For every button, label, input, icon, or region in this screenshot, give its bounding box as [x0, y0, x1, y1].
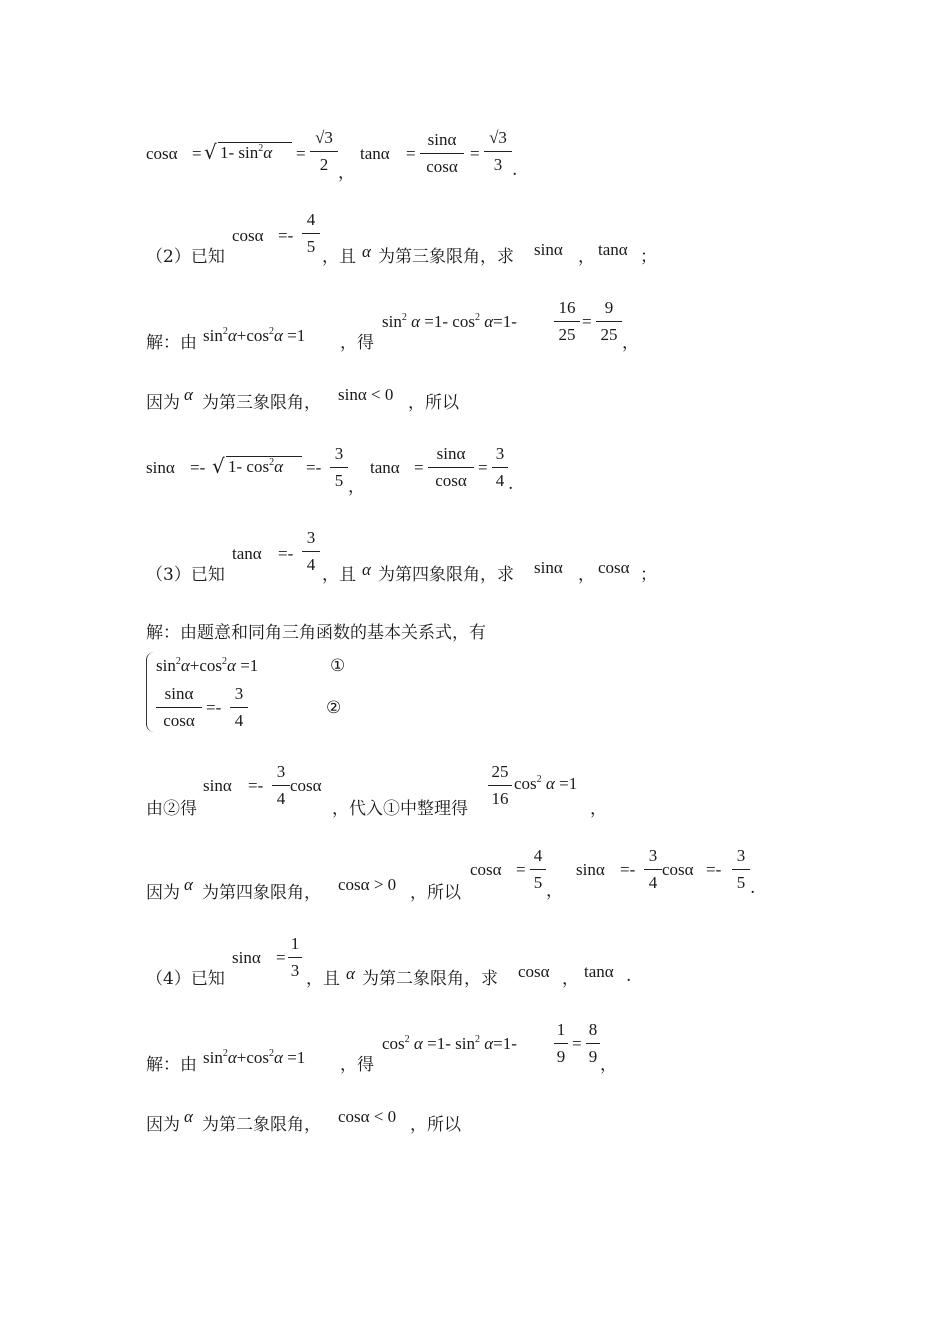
math-eq: =: [192, 144, 202, 163]
math-eq-neg: =-: [278, 226, 294, 245]
comma: ，: [546, 881, 563, 901]
math-eq-neg2: =-: [306, 458, 322, 477]
math-alpha: α: [184, 385, 193, 404]
frac-3-over-4: 3 4: [272, 762, 290, 809]
solution-lead: 解：由: [146, 333, 197, 353]
solution-lead: 解：由: [146, 1055, 197, 1075]
frac-4-over-5: 4 5: [530, 846, 546, 893]
frac-1-over-3: 1 3: [288, 934, 302, 981]
math-identity: $\sin^2\alpha+\cos^2\alpha =1$: [203, 326, 306, 345]
sqrt-icon: √: [204, 140, 217, 164]
circled-1: ①: [330, 656, 346, 676]
part-4-label: （4）已知: [146, 969, 225, 989]
text-substitute: ，代入①中整理得: [332, 799, 468, 819]
math-cos-gt-zero: cosα > 0: [338, 875, 397, 894]
comma: ，: [622, 333, 639, 353]
comma: ，: [348, 477, 365, 497]
text-second-quadrant: 为第二象限角，求: [362, 969, 498, 989]
frac-sin-over-cos: sinα cosα: [156, 684, 202, 731]
text-and: ，且: [322, 565, 356, 585]
text-because: 因为: [146, 1115, 180, 1135]
system-eq-1: $\sin^2\alpha+\cos^2\alpha =1$: [156, 656, 259, 675]
math-sin-alpha: sinα: [576, 860, 605, 879]
math-cos-alpha: cosα: [662, 860, 694, 879]
math-tan-alpha: tanα: [370, 458, 400, 477]
comma: ，: [338, 163, 355, 183]
text-from-2: 由②得: [146, 799, 197, 819]
math-eq-neg2: =-: [706, 860, 722, 879]
text-and: ，且: [306, 969, 340, 989]
math-cos-alpha: cosα: [232, 226, 264, 245]
period: .: [512, 160, 518, 180]
frac-3-over-4: 3 4: [302, 528, 320, 575]
math-tan-alpha: tanα: [598, 240, 628, 259]
frac-sqrt3-over-3: √3 3: [484, 128, 512, 175]
math-eq: =: [572, 1034, 582, 1053]
math-cos-alpha: cosα: [290, 776, 322, 795]
math-sin-alpha: sinα: [534, 240, 563, 259]
frac-3-over-4: 3 4: [492, 444, 508, 491]
math-eq3: =: [406, 144, 416, 163]
sqrt-body: 1- $\sin^2\alpha$: [218, 142, 292, 166]
text-de: ，得: [340, 333, 374, 353]
comma: ，: [590, 799, 607, 819]
part-3-solution-lead: 解：由题意和同角三角函数的基本关系式，有: [146, 623, 486, 643]
comma: ，: [578, 565, 595, 585]
frac-25-over-16: 25 16: [488, 762, 512, 809]
math-cos-lt-zero: cosα < 0: [338, 1107, 397, 1126]
sqrt-icon: √: [212, 454, 225, 478]
math-sin-alpha: sinα: [146, 458, 175, 477]
math-tan-alpha: tanα: [584, 962, 614, 981]
frac-sin-over-cos: sinα cosα: [420, 130, 464, 177]
math-eq-neg: =-: [206, 698, 222, 717]
text-de: ，得: [340, 1055, 374, 1075]
text-because: 因为: [146, 883, 180, 903]
text-and: ，且: [322, 247, 356, 267]
math-eq-neg: =-: [278, 544, 294, 563]
math-alpha: α: [362, 560, 371, 579]
frac-16-over-25: 16 25: [554, 298, 580, 345]
math-sin-alpha: sinα: [232, 948, 261, 967]
frac-1-over-9: 1 9: [554, 1020, 568, 1067]
sqrt-body: 1- $\cos^2\alpha$: [226, 456, 302, 480]
math-eq2: =: [296, 144, 306, 163]
text-fourth-quadrant: 为第四象限角，: [202, 883, 321, 903]
semicolon: ；: [640, 247, 657, 267]
frac-3-over-5: 3 5: [330, 444, 348, 491]
math-eq: =: [582, 312, 592, 331]
math-eq-neg: =-: [620, 860, 636, 879]
period: .: [626, 966, 632, 986]
text-fourth-quadrant: 为第四象限角，求: [378, 565, 514, 585]
frac-4-over-5: 4 5: [302, 210, 320, 257]
math-alpha: α: [362, 242, 371, 261]
math-sin-alpha: sinα: [203, 776, 232, 795]
comma: ，: [578, 247, 595, 267]
math-eq-neg: =-: [248, 776, 264, 795]
math-eq4: =: [470, 144, 480, 163]
frac-3-over-4: 3 4: [644, 846, 662, 893]
math-cos-alpha: cosα: [598, 558, 630, 577]
part-3-label: （3）已知: [146, 565, 225, 585]
math-eq: =: [414, 458, 424, 477]
comma: ，: [562, 969, 579, 989]
frac-sqrt3-over-2: √3 2: [310, 128, 338, 175]
math-tan-alpha: tanα: [232, 544, 262, 563]
math-eq: =: [516, 860, 526, 879]
math-identity: $\sin^2\alpha+\cos^2\alpha =1$: [203, 1048, 306, 1067]
brace: [146, 652, 155, 732]
circled-2: ②: [326, 698, 342, 718]
comma: ，: [600, 1055, 617, 1075]
math-alpha: α: [184, 1107, 193, 1126]
frac-sin-over-cos: sinα cosα: [428, 444, 474, 491]
period: .: [508, 474, 514, 494]
math-sin-alpha: sinα: [534, 558, 563, 577]
math-eq-neg: =-: [190, 458, 206, 477]
math-sin-lt-zero: sinα < 0: [338, 385, 394, 404]
frac-3-over-5: 3 5: [732, 846, 750, 893]
math-cos-alpha: cosα: [146, 144, 178, 163]
frac-9-over-25: 9 25: [596, 298, 622, 345]
math-alpha: α: [346, 964, 355, 983]
math-alpha: α: [184, 875, 193, 894]
text-so: ，所以: [410, 883, 461, 903]
math-cos-alpha: cosα: [470, 860, 502, 879]
text-so: ，所以: [410, 1115, 461, 1135]
period: .: [750, 878, 756, 898]
math-tan-alpha: tanα: [360, 144, 390, 163]
semicolon: ；: [640, 565, 657, 585]
math-eq: =: [276, 948, 286, 967]
frac-3-over-4: 3 4: [230, 684, 248, 731]
math-cos-alpha: cosα: [518, 962, 550, 981]
text-third-quadrant: 为第三象限角，求: [378, 247, 514, 267]
text-second-quadrant: 为第二象限角，: [202, 1115, 321, 1135]
math-rhs: $\sin^2 \alpha =1-$ $\cos^2 \alpha=1-$: [382, 312, 517, 331]
math-cos-sq-eq-1: $\cos^2 \alpha =1$: [514, 774, 578, 793]
text-because: 因为: [146, 393, 180, 413]
math-eq2: =: [478, 458, 488, 477]
text-third-quadrant: 为第三象限角，: [202, 393, 321, 413]
frac-8-over-9: 8 9: [586, 1020, 600, 1067]
part-2-label: （2）已知: [146, 247, 225, 267]
text-so: ，所以: [408, 393, 459, 413]
math-rhs: $\cos^2 \alpha =1-$ $\sin^2 \alpha=1-$: [382, 1034, 517, 1053]
